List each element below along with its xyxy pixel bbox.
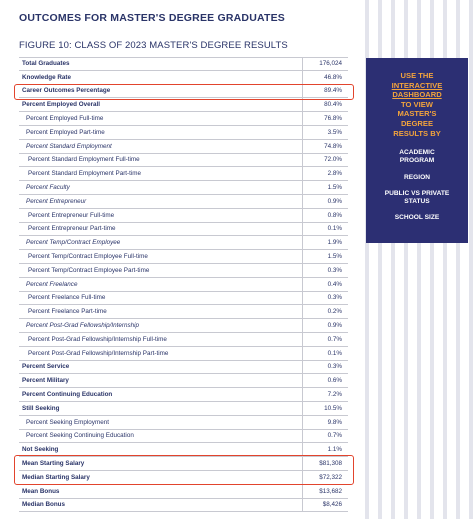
row-label: Percent Seeking Employment [26, 418, 109, 426]
row-value: 74.8% [302, 140, 348, 153]
option-academic-program: ACADEMIC PROGRAM [399, 149, 435, 165]
row-label: Still Seeking [22, 404, 60, 412]
table-row [19, 430, 348, 444]
row-label: Percent Standard Employment [26, 142, 112, 150]
row-label: Not Seeking [22, 446, 59, 454]
table-row [19, 305, 348, 319]
results-table [19, 57, 348, 512]
row-label: Percent Post-Grad Fellowship/Internship Full-time [28, 335, 167, 343]
row-value: 0.9% [302, 195, 348, 208]
row-value: 0.7% [302, 430, 348, 443]
highlight-starting-salary [14, 455, 354, 485]
option-public-vs-private: PUBLIC VS PRIVATE STATUS [384, 189, 450, 205]
interactive-dashboard-link[interactable]: DASHBOARD [392, 90, 442, 100]
table-row [19, 485, 348, 499]
row-value: 0.1% [302, 347, 348, 360]
table-row [19, 209, 348, 223]
table-row [19, 71, 348, 85]
row-label: Percent Freelance [26, 280, 78, 288]
row-value: $8,426 [302, 499, 348, 512]
row-label: Percent Temp/Contract Employee Full-time [28, 253, 148, 261]
row-label: Percent Freelance Part-time [28, 308, 107, 316]
row-label: Percent Entrepreneur [26, 197, 87, 205]
table-row [19, 154, 348, 168]
row-value: 0.3% [302, 264, 348, 277]
row-label: Percent Standard Employment Part-time [28, 170, 142, 178]
row-label: Percent Service [22, 363, 70, 371]
table-row [19, 499, 348, 513]
table-row [19, 416, 348, 430]
row-label: Percent Continuing Education [22, 391, 113, 399]
table-row [19, 388, 348, 402]
row-value: 0.2% [302, 305, 348, 318]
table-row [19, 264, 348, 278]
dashboard-panel [366, 58, 468, 243]
row-label: Mean Starting Salary [22, 460, 85, 467]
row-value: $13,682 [302, 485, 348, 498]
row-value: 0.6% [302, 374, 348, 387]
row-value: 0.4% [302, 278, 348, 291]
row-label: Percent Employed Part-time [26, 128, 105, 136]
option-school-size: SCHOOL SIZE [394, 214, 440, 222]
table-row [19, 278, 348, 292]
row-label: Percent Standard Employment Full-time [28, 156, 140, 164]
row-value: 72.0% [302, 154, 348, 167]
row-value: 46.8% [302, 71, 348, 84]
row-label: Percent Freelance Full-time [28, 294, 106, 302]
table-row [19, 292, 348, 306]
row-value: 3.5% [302, 126, 348, 139]
row-value: 10.5% [302, 402, 348, 415]
row-label: Percent Temp/Contract Employee Part-time [28, 266, 150, 274]
row-value: 0.8% [302, 209, 348, 222]
row-value: 89.4% [302, 85, 348, 98]
cta-line: MASTER'S [397, 109, 437, 119]
row-value: 0.3% [302, 361, 348, 374]
table-row [19, 402, 348, 416]
row-label: Mean Bonus [22, 487, 60, 495]
table-row [19, 195, 348, 209]
table-row [19, 236, 348, 250]
row-label: Percent Entrepreneur Full-time [28, 211, 115, 219]
row-value: 0.9% [302, 319, 348, 332]
table-row [19, 333, 348, 347]
row-label: Percent Employed Overall [22, 101, 101, 109]
row-value: 2.8% [302, 167, 348, 180]
row-value: 0.3% [302, 292, 348, 305]
option-region: REGION [403, 173, 430, 181]
table-row [19, 361, 348, 375]
row-label: Knowledge Rate [22, 73, 71, 81]
row-value: 1.5% [302, 250, 348, 263]
row-label: Percent Post-Grad Fellowship/Internship [26, 322, 140, 330]
row-label: Percent Seeking Continuing Education [26, 432, 134, 440]
row-label: Career Outcomes Percentage [22, 87, 111, 95]
row-label: Percent Post-Grad Fellowship/Internship Part-time [28, 349, 169, 357]
table-row [19, 57, 348, 71]
dashboard-callout [366, 71, 468, 138]
highlight-career-outcomes [14, 84, 354, 100]
row-value: 9.8% [302, 416, 348, 429]
row-label: Percent Faculty [26, 184, 70, 192]
row-value: 1.1% [302, 443, 348, 456]
row-label: Percent Employed Full-time [26, 115, 104, 123]
row-label: Total Graduates [22, 60, 70, 68]
row-label: Median Bonus [22, 501, 66, 509]
row-value: 76.8% [302, 112, 348, 125]
table-row [19, 112, 348, 126]
cta-line: RESULTS BY [393, 128, 441, 138]
cta-line: TO VIEW [401, 99, 433, 109]
table-row [19, 181, 348, 195]
table-row [19, 223, 348, 237]
table-row [19, 347, 348, 361]
row-value: 0.7% [302, 333, 348, 346]
row-label: Median Starting Salary [22, 473, 90, 481]
row-value: 80.4% [302, 98, 348, 111]
interactive-dashboard-link[interactable]: INTERACTIVE [391, 80, 443, 90]
row-value: $72,322 [302, 471, 348, 484]
table-row [19, 374, 348, 388]
row-value: $81,308 [302, 457, 348, 470]
row-label: Percent Temp/Contract Employee [26, 239, 121, 247]
row-value: 1.9% [302, 236, 348, 249]
row-value: 1.5% [302, 181, 348, 194]
table-row [19, 250, 348, 264]
page-title: OUTCOMES FOR MASTER'S DEGREE GRADUATES [19, 12, 285, 24]
cta-line: DEGREE [400, 118, 434, 128]
figure-title: FIGURE 10: CLASS OF 2023 MASTER'S DEGREE RESULTS [19, 40, 288, 51]
row-value: 0.1% [302, 223, 348, 236]
row-value: 176,024 [302, 58, 348, 70]
row-value: 7.2% [302, 388, 348, 401]
table-row [19, 167, 348, 181]
row-label: Percent Military [22, 377, 69, 385]
table-row [19, 98, 348, 112]
table-row [19, 126, 348, 140]
table-row [19, 319, 348, 333]
cta-line: USE THE [400, 71, 434, 80]
row-label: Percent Entrepreneur Part-time [28, 225, 116, 233]
table-row [19, 140, 348, 154]
